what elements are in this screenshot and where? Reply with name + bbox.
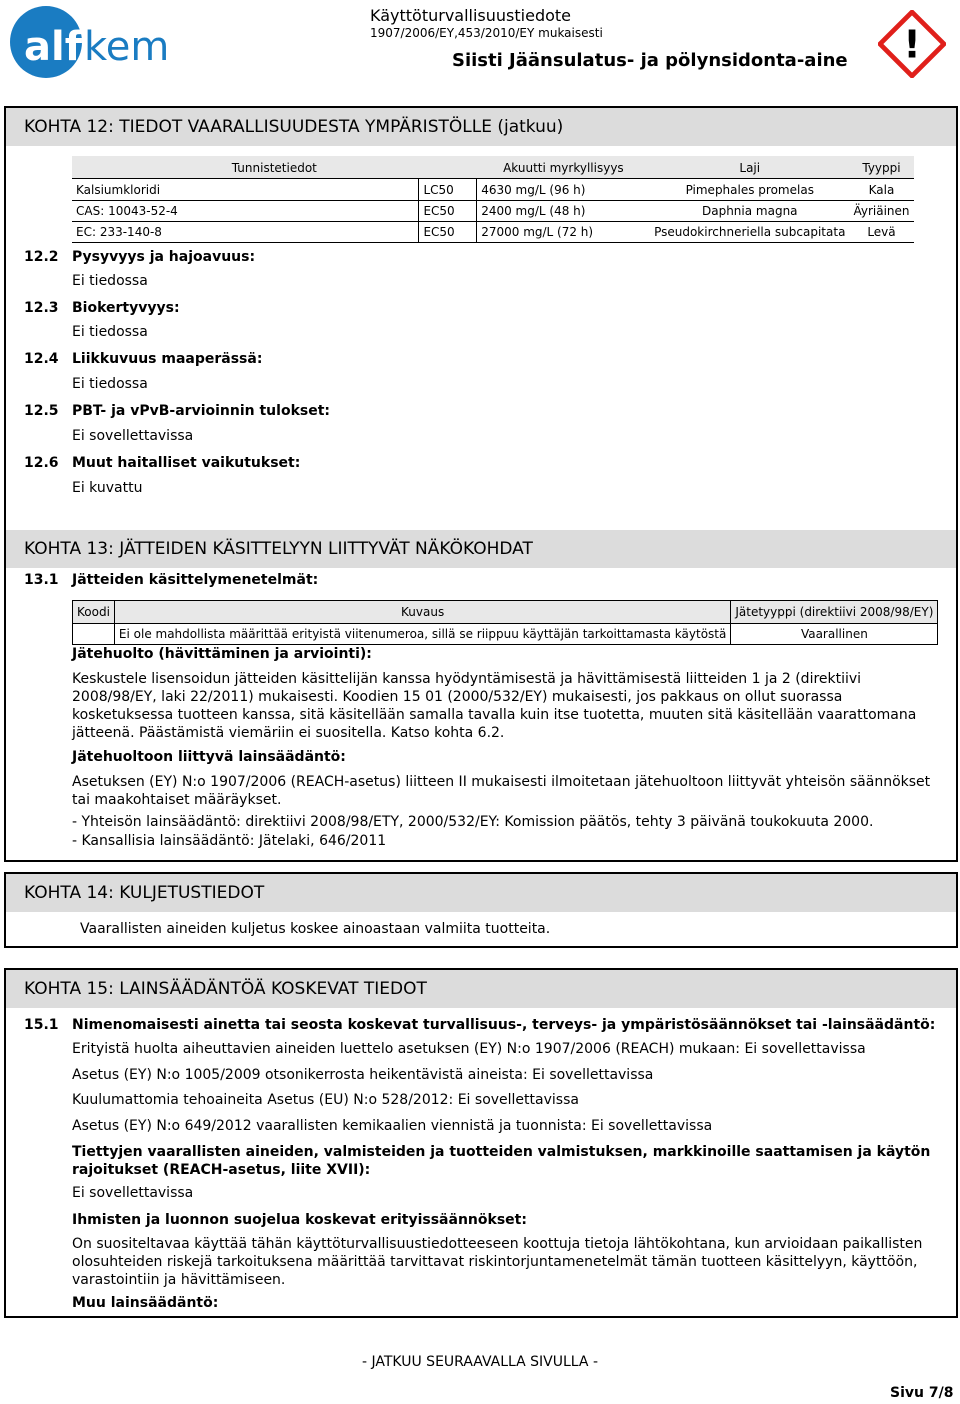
product-name: Siisti Jäänsulatus- ja pölynsidonta-aine	[452, 50, 848, 71]
cell-test: EC50	[419, 200, 477, 221]
law-text-2: - Yhteisön lainsäädäntö: direktiivi 2008/98/ETY, 2000/532/EY: Komission päätös, tehty 3 päivänä toukokuuta 2000.	[72, 814, 874, 830]
cell-value: 4630 mg/L (96 h)	[477, 179, 642, 200]
sub-12-6-num: 12.6	[24, 455, 59, 471]
cell-species: Pseudokirchneriella subcapitata	[654, 224, 846, 239]
cell-type: Kala	[868, 182, 895, 197]
table-divider	[72, 221, 914, 222]
waste-code-table	[72, 600, 938, 645]
sub-12-2-value: Ei tiedossa	[72, 273, 148, 289]
table-divider	[72, 200, 914, 201]
document-regulation: 1907/2006/EY,453/2010/EY mukaisesti	[370, 26, 603, 40]
cell-description: Ei ole mahdollista määrittää erityistä viitenumeroa, sillä se riippuu käyttäjän tarkoittamasta käytöstä	[114, 624, 730, 645]
table-header-row	[73, 601, 938, 624]
cell-waste-type: Vaarallinen	[731, 624, 938, 645]
sub-13-1-num: 13.1	[24, 572, 59, 588]
ecotoxicity-table	[72, 156, 914, 242]
sub-12-3-label: Biokertyvyys:	[72, 300, 180, 316]
section-14-title: KOHTA 14: KULJETUSTIEDOT	[24, 883, 265, 903]
col-header-type: Tyyppi	[849, 156, 913, 179]
section-12-title: KOHTA 12: TIEDOT VAARALLISUUDESTA YMPÄRISTÖLLE (jatkuu)	[24, 117, 564, 137]
sub-12-6-value: Ei kuvattu	[72, 480, 143, 496]
section-15-title: KOHTA 15: LAINSÄÄDÄNTÖÄ KOSKEVAT TIEDOT	[24, 979, 427, 999]
sub-13-1-label: Jätteiden käsittelymenetelmät:	[72, 572, 319, 588]
sub-12-5-label: PBT- ja vPvB-arvioinnin tulokset:	[72, 403, 330, 419]
logo-text-kem: kem	[84, 24, 170, 70]
exclamation-hazard-icon	[878, 10, 946, 78]
sub-12-3-num: 12.3	[24, 300, 59, 316]
waste-heading: Jätehuolto (hävittäminen ja arviointi):	[72, 646, 372, 662]
cell-ident: EC: 233-140-8	[76, 224, 162, 239]
sub-12-5-num: 12.5	[24, 403, 59, 419]
sub-12-6-label: Muut haitalliset vaikutukset:	[72, 455, 301, 471]
cell-code	[73, 624, 115, 645]
cell-type: Levä	[867, 224, 896, 239]
cell-ident: Kalsiumkloridi	[76, 182, 161, 197]
regulation-line: Erityistä huolta aiheuttavien aineiden luettelo asetuksen (EY) N:o 1907/2006 (REACH) mukaan: Ei sovellettavissa	[72, 1041, 866, 1057]
table-row	[72, 179, 914, 200]
other-law-heading: Muu lainsäädäntö:	[72, 1295, 219, 1311]
cell-test: EC50	[419, 221, 477, 242]
sub-15-1-num: 15.1	[24, 1017, 59, 1033]
col-header-waste-type: Jätetyyppi (direktiivi 2008/98/EY)	[731, 601, 938, 624]
cell-value: 27000 mg/L (72 h)	[477, 221, 642, 242]
cell-species: Pimephales promelas	[685, 182, 814, 197]
table-header-row	[72, 156, 914, 179]
cell-test: LC50	[419, 179, 477, 200]
table-row	[72, 200, 914, 221]
section-14-text: Vaarallisten aineiden kuljetus koskee ainoastaan valmiita tuotteita.	[80, 921, 551, 937]
protection-heading: Ihmisten ja luonnon suojelua koskevat erityissäännökset:	[72, 1212, 527, 1228]
table-row	[73, 624, 938, 645]
restriction-value: Ei sovellettavissa	[72, 1185, 194, 1201]
sub-12-2-label: Pysyvyys ja hajoavuus:	[72, 249, 256, 265]
logo-text-alfa: alfa	[24, 24, 110, 70]
col-header-species: Laji	[650, 156, 849, 179]
col-header-ident: Tunnistetiedot	[72, 156, 477, 179]
regulation-line: Kuulumattomia tehoaineita Asetus (EU) N:o 528/2012: Ei sovellettavissa	[72, 1092, 579, 1108]
svg-text:!: !	[903, 22, 921, 67]
cell-species: Daphnia magna	[701, 203, 798, 218]
cell-ident: CAS: 10043-52-4	[76, 203, 178, 218]
table-row	[72, 221, 914, 242]
sub-12-5-value: Ei sovellettavissa	[72, 428, 194, 444]
section-13-title: KOHTA 13: JÄTTEIDEN KÄSITTELYYN LIITTYVÄT NÄKÖKOHDAT	[24, 539, 533, 559]
cell-type: Äyriäinen	[853, 203, 910, 218]
sub-15-1-label: Nimenomaisesti ainetta tai seosta koskevat turvallisuus-, terveys- ja ympäristösäännökset tai -lainsäädäntö:	[72, 1017, 936, 1033]
sub-12-4-label: Liikkuvuus maaperässä:	[72, 351, 263, 367]
law-heading: Jätehuoltoon liittyvä lainsäädäntö:	[72, 749, 346, 765]
sub-12-3-value: Ei tiedossa	[72, 324, 148, 340]
regulation-line: Asetus (EY) N:o 649/2012 vaarallisten kemikaalien viennistä ja tuonnista: Ei sovellettavissa	[72, 1118, 713, 1134]
regulation-line: Asetus (EY) N:o 1005/2009 otsonikerrosta heikentävistä aineista: Ei sovellettavissa	[72, 1067, 654, 1083]
cell-value: 2400 mg/L (48 h)	[477, 200, 642, 221]
col-header-code: Koodi	[73, 601, 115, 624]
waste-text: Keskustele lisensoidun jätteiden käsittelijän kanssa hyödyntämisestä ja hävittämisestä liitteiden 1 ja 2 (direktiivi 2008/98/EY, laki 22/2011) mukaisesti. Koodien 15 01 (2000/532/EY) mukaisesti, jos pakkaus on ollut suorassa kosketuksessa tuotteen kanssa, sitä käsitellään samalla tavalla kuin itse tuotetta, muuten sitä käsitellään vaarattomana jätteenä. Päästämistä viemäriin ei suositella. Katso kohta 6.2.	[72, 671, 917, 741]
continue-note: - JATKUU SEURAAVALLA SIVULLA -	[362, 1354, 599, 1370]
restriction-heading: Tiettyjen vaarallisten aineiden, valmisteiden ja tuotteiden valmistuksen, markkinoille saattamisen ja käytön rajoitukset (REACH-asetus, liite XVII):	[72, 1144, 931, 1178]
law-text-1: Asetuksen (EY) N:o 1907/2006 (REACH-asetus) liitteen II mukaisesti ilmoitetaan jätehuoltoon liittyvät yhteisön säännökset tai maakohtaiset määräykset.	[72, 774, 931, 808]
sub-12-4-value: Ei tiedossa	[72, 376, 148, 392]
document-title: Käyttöturvallisuustiedote	[370, 6, 571, 25]
page-number: Sivu 7/8	[890, 1385, 954, 1401]
col-header-description: Kuvaus	[114, 601, 730, 624]
sub-12-2-num: 12.2	[24, 249, 59, 265]
table-divider	[72, 242, 914, 243]
table-divider	[72, 178, 914, 179]
sub-12-4-num: 12.4	[24, 351, 59, 367]
protection-text: On suositeltavaa käyttää tähän käyttöturvallisuustiedotteeseen koottuja tietoja lähtökohtana, kun arvioidaan paikallisten olosuhteiden riskejä tarkoituksena määrittää tarvittavat riskintorjuntamenetelmät tämän tuotteen käsittelyyn, käyttöön, varastointiin ja hävittämiseen.	[72, 1236, 923, 1288]
law-text-3: - Kansallisia lainsäädäntö: Jätelaki, 646/2011	[72, 833, 387, 849]
col-header-acute: Akuutti myrkyllisyys	[477, 156, 650, 179]
